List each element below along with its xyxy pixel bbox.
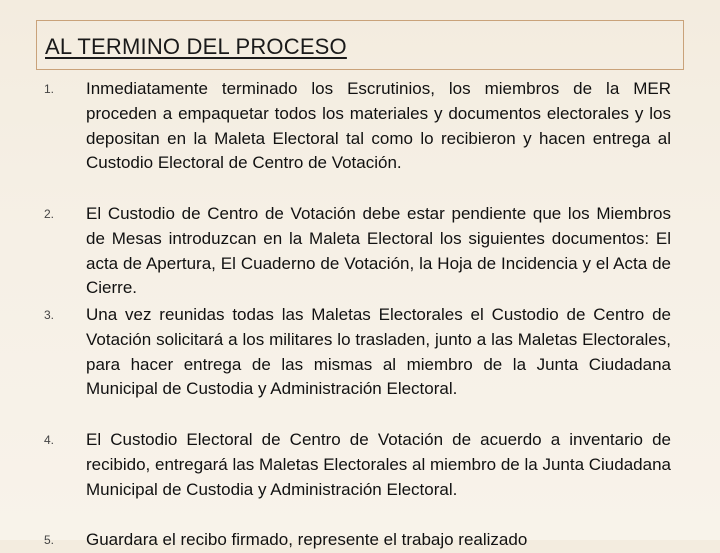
list-item-number: 1. bbox=[44, 82, 55, 96]
list-item-number: 3. bbox=[44, 308, 55, 322]
slide-title: AL TERMINO DEL PROCESO bbox=[45, 34, 347, 59]
list-item-number: 5. bbox=[44, 533, 55, 547]
list-item-text: El Custodio de Centro de Votación debe estar pendiente que los Miembros de Mesas introduzcan en la Maleta Electoral los siguientes documentos: El acta de Apertura, El Cuaderno de Votación, la Hoja de Incidencia y el Acta de Cierre. bbox=[86, 204, 671, 298]
list-item-text: Guardara el recibo firmado, represente el trabajo realizado bbox=[86, 530, 528, 549]
list-item-number: 4. bbox=[44, 433, 55, 447]
list-item-text: Inmediatamente terminado los Escrutinios, los miembros de la MER proceden a empaquetar todos los materiales y documentos electorales y los depositan en la Maleta Electoral tal como lo recibieron y hacen entrega al Custodio Electoral de Centro de Votación. bbox=[86, 79, 671, 173]
list-item-text: El Custodio Electoral de Centro de Votación de acuerdo a inventario de recibido, entregará las Maletas Electorales al miembro de la Junta Ciudadana Municipal de Custodia y Administración Electoral. bbox=[86, 430, 671, 499]
list-item-number: 2. bbox=[44, 207, 55, 221]
list-item-text: Una vez reunidas todas las Maletas Electorales el Custodio de Centro de Votación solicitará a los militares lo trasladen, junto a las Maletas Electorales, para hacer entrega de las mismas al miembro de la Junta Ciudadana Municipal de Custodia y Administración Electoral. bbox=[86, 305, 671, 399]
